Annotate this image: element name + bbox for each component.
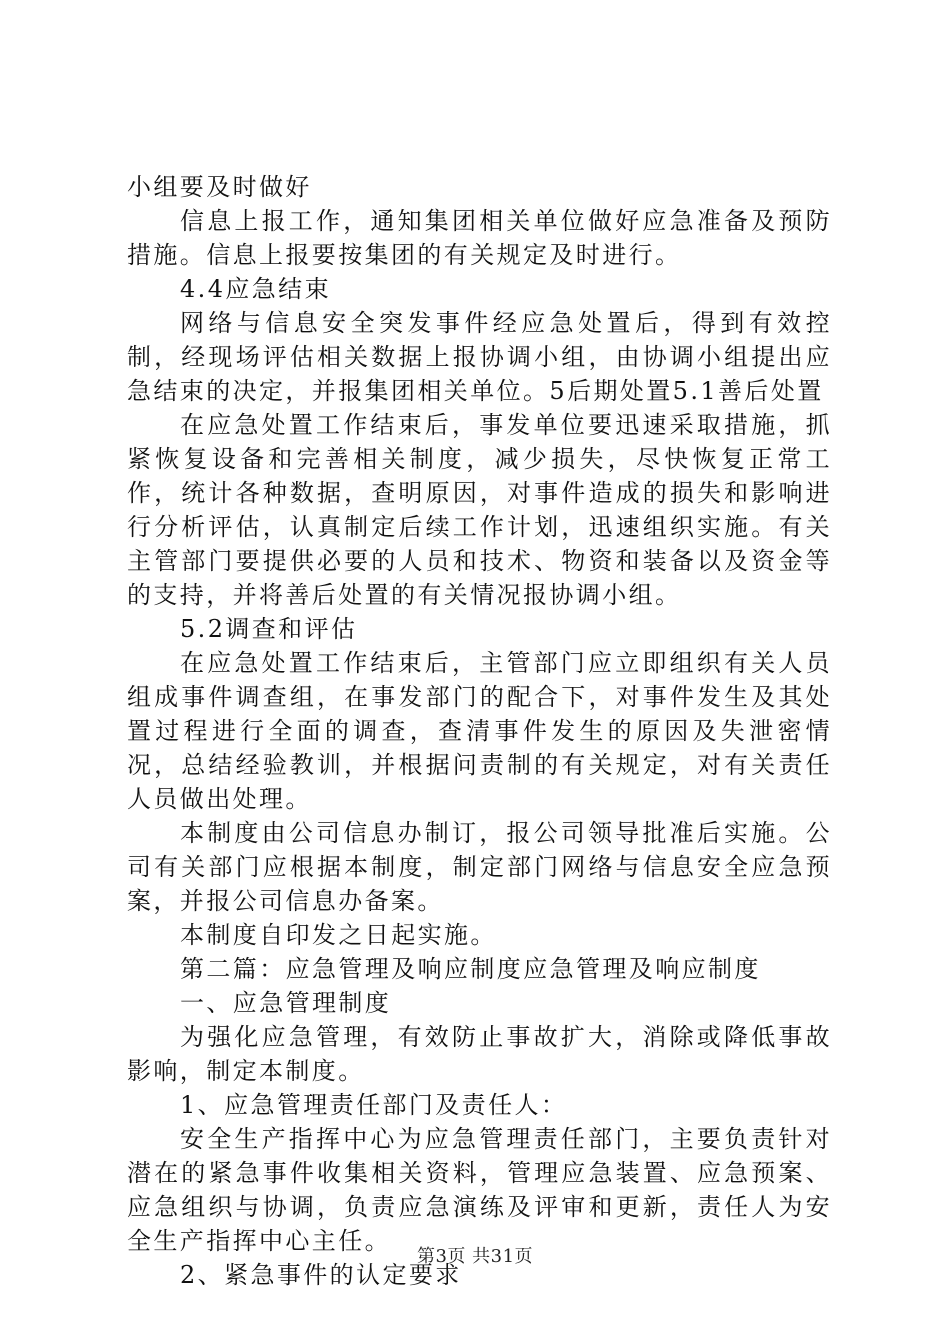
paragraph: 为强化应急管理，有效防止事故扩大，消除或降低事故影响，制定本制度。: [127, 1023, 832, 1085]
chapter-heading: 第二篇：应急管理及响应制度应急管理及响应制度: [180, 955, 761, 983]
section-heading: 5.2调查和评估: [180, 615, 358, 643]
paragraph: 信息上报工作，通知集团相关单位做好应急准备及预防措施。信息上报要按集团的有关规定及时进行。: [127, 207, 832, 269]
page-number-footer: 第3页 共31页: [416, 1246, 534, 1267]
section-heading: 2、紧急事件的认定要求: [180, 1261, 462, 1289]
section-heading: 1、应急管理责任部门及责任人：: [180, 1091, 568, 1119]
paragraph: 在应急处置工作结束后，主管部门应立即组织有关人员组成事件调查组，在事发部门的配合下，对事件发生及其处置过程进行全面的调查，查清事件发生的原因及失泄密情况，总结经验教训，并根据问责制的有关规定，对有关责任人员做出处理。: [127, 649, 832, 813]
paragraph: 本制度由公司信息办制订，报公司领导批准后实施。公司有关部门应根据本制度，制定部门网络与信息安全应急预案，并报公司信息办备案。: [127, 819, 832, 915]
document-body: [127, 170, 832, 1292]
paragraph: 网络与信息安全突发事件经应急处置后，得到有效控制，经现场评估相关数据上报协调小组，由协调小组提出应急结束的决定，并报集团相关单位。5后期处置5.1善后处置: [127, 309, 832, 405]
section-heading: 一、应急管理制度: [180, 989, 392, 1017]
section-heading: 4.4应急结束: [180, 275, 331, 303]
paragraph: 安全生产指挥中心为应急管理责任部门，主要负责针对潜在的紧急事件收集相关资料，管理应急装置、应急预案、应急组织与协调，负责应急演练及评审和更新，责任人为安全生产指挥中心主任。: [127, 1125, 832, 1255]
paragraph: 小组要及时做好: [127, 173, 312, 201]
paragraph: 在应急处置工作结束后，事发单位要迅速采取措施，抓紧恢复设备和完善相关制度，减少损失，尽快恢复正常工作，统计各种数据，查明原因，对事件造成的损失和影响进行分析评估，认真制定后续工作计划，迅速组织实施。有关主管部门要提供必要的人员和技术、物资和装备以及资金等的支持，并将善后处置的有关情况报协调小组。: [127, 411, 832, 609]
paragraph: 本制度自印发之日起实施。: [180, 921, 497, 949]
